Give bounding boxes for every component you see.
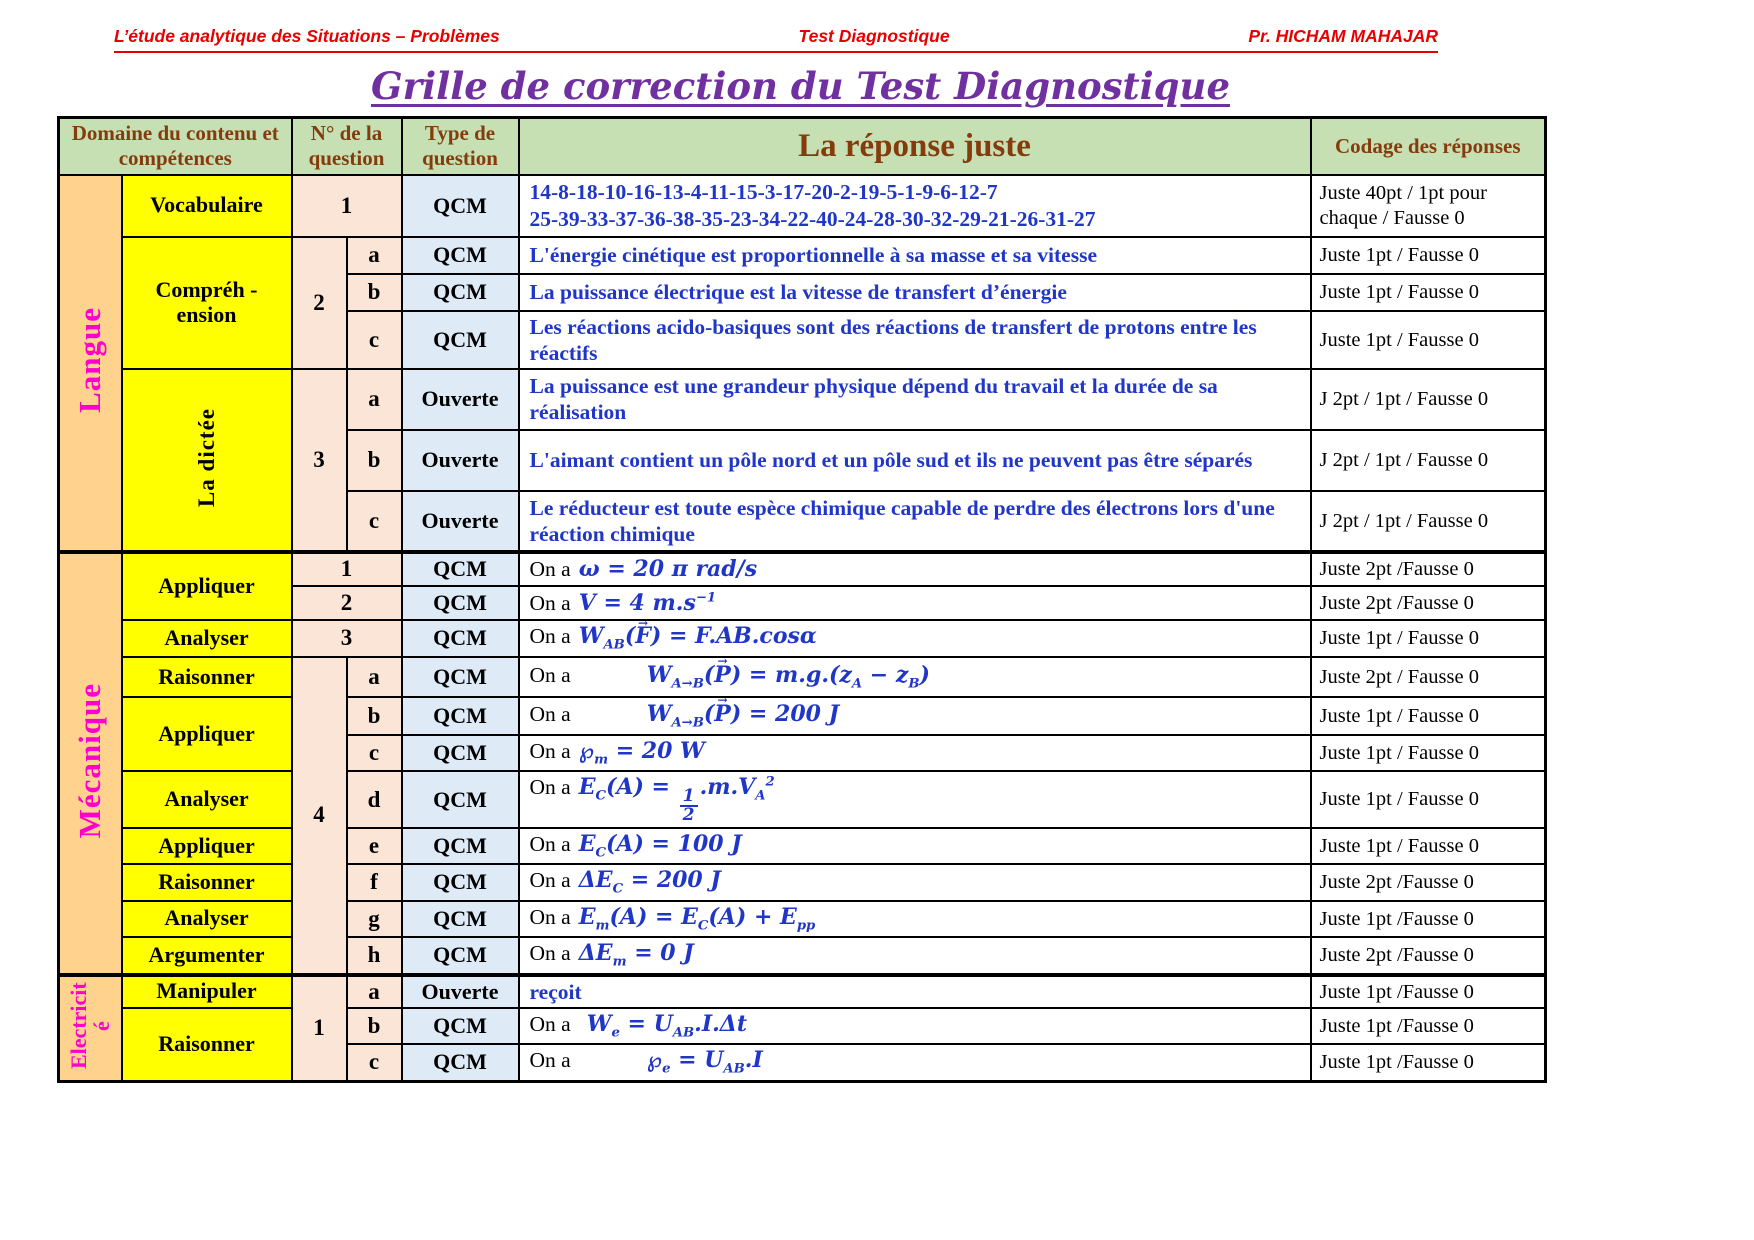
answer-prefix: On a (529, 701, 571, 726)
question-letter: h (347, 937, 402, 974)
coding-cell: Juste 1pt / Fausse 0 (1311, 274, 1546, 311)
question-number: 4 (292, 657, 347, 975)
answer-cell (519, 237, 1311, 274)
doc-header-left: L’étude analytique des Situations – Problèmes (114, 26, 500, 46)
correction-grid-table (57, 116, 1547, 1083)
coding-cell: Juste 1pt /Fausse 0 (1311, 901, 1546, 937)
question-letter: a (347, 657, 402, 697)
coding-cell: Juste 1pt / Fausse 0 (1311, 237, 1546, 274)
answer-formula: $E_m(A) = E_C(A) + E_{pp}$ (578, 903, 816, 933)
answer-prefix: On a (529, 662, 571, 687)
question-number: 3 (292, 369, 347, 552)
answer-formula: $W_{A\to B}(P$ →) = $m.g.(z_A - z_B)$ (647, 662, 930, 688)
answer-prefix: On a (529, 590, 571, 615)
col-header-question: N° de la question (292, 118, 402, 175)
answer-text: La puissance électrique est la vitesse de transfert d’énergie (529, 279, 1067, 304)
answer-formula: $W_{AB}(F$ →) = F.AB.cosα (579, 623, 817, 649)
answer-cell (519, 311, 1311, 369)
competence-label: La dictée (193, 407, 219, 507)
question-type: QCM (402, 620, 519, 657)
competence-label: Appliquer (122, 828, 292, 864)
coding-cell: Juste 40pt / 1pt pour chaque / Fausse 0 (1311, 175, 1546, 237)
doc-header (114, 26, 1438, 53)
question-number: 2 (292, 237, 347, 369)
answer-text: Les réactions acido-basiques sont des réactions de transfert de protons entre les réactifs (529, 314, 1257, 365)
question-letter: d (347, 771, 402, 827)
answer-text: L'aimant contient un pôle nord et un pôle sud et ils ne peuvent pas être séparés (529, 448, 1253, 473)
domain-label: Langue (72, 307, 108, 414)
question-type: Ouverte (402, 369, 519, 430)
answer-cell (519, 1008, 1311, 1044)
question-type: QCM (402, 697, 519, 735)
answer-cell (519, 864, 1311, 900)
answer-text: 14-8-18-10-16-13-4-11-15-3-17-20-2-19-5-1-9-6-12-7 (529, 180, 998, 205)
answer-cell (519, 937, 1311, 974)
coding-cell: Juste 2pt /Fausse 0 (1311, 552, 1546, 586)
coding-cell: Juste 1pt / Fausse 0 (1311, 697, 1546, 735)
question-letter: b (347, 697, 402, 735)
question-letter: e (347, 828, 402, 864)
question-type: QCM (402, 1008, 519, 1044)
coding-cell: Juste 1pt / Fausse 0 (1311, 311, 1546, 369)
answer-prefix: On a (529, 557, 571, 582)
answer-formula: $℘_e = U_{AB}.I$ (646, 1047, 763, 1077)
question-letter: c (347, 1044, 402, 1081)
question-letter: c (347, 735, 402, 771)
answer-formula: $W_e = U_{AB}.I.\Delta t$ (586, 1010, 747, 1041)
question-type: QCM (402, 735, 519, 771)
coding-cell: Juste 1pt / Fausse 0 (1311, 735, 1546, 771)
answer-formula: $\Delta E_C = 200$ J (578, 867, 721, 897)
answer-prefix: On a (529, 775, 571, 800)
question-type: QCM (402, 552, 519, 586)
domain-label: Mécanique (72, 683, 108, 839)
answer-formula: V = 4 $m.s^{-1}$ (578, 589, 717, 616)
answer-formula: $℘_m = 20$ W (578, 737, 705, 768)
answer-cell (519, 430, 1311, 491)
question-type: QCM (402, 901, 519, 937)
answer-prefix: On a (529, 941, 571, 966)
competence-label: Raisonner (122, 864, 292, 900)
question-letter: b (347, 1008, 402, 1044)
answer-cell (519, 697, 1311, 735)
question-letter: b (347, 430, 402, 491)
question-type: QCM (402, 657, 519, 697)
answer-cell (519, 274, 1311, 311)
coding-cell: Juste 1pt / Fausse 0 (1311, 771, 1546, 827)
question-number: 3 (292, 620, 402, 657)
doc-header-center: Test Diagnostique (798, 26, 950, 46)
answer-prefix: On a (529, 1048, 571, 1073)
answer-cell (519, 491, 1311, 552)
col-header-type: Type de question (402, 118, 519, 175)
coding-cell: J 2pt / 1pt / Fausse 0 (1311, 491, 1546, 552)
competence-cell (122, 369, 292, 552)
question-type: QCM (402, 175, 519, 237)
coding-cell: J 2pt / 1pt / Fausse 0 (1311, 430, 1546, 491)
answer-prefix: On a (529, 1011, 571, 1036)
col-header-coding: Codage des réponses (1311, 118, 1546, 175)
doc-header-right: Pr. HICHAM MAHAJAR (1248, 26, 1438, 46)
competence-label: Raisonner (122, 657, 292, 697)
answer-text: L'énergie cinétique est proportionnelle à sa masse et sa vitesse (529, 242, 1097, 267)
domain-cell (59, 975, 122, 1082)
answer-cell (519, 975, 1311, 1008)
competence-label: Manipuler (122, 975, 292, 1008)
answer-cell (519, 901, 1311, 937)
question-type: QCM (402, 311, 519, 369)
answer-cell (519, 620, 1311, 657)
answer-formula: $E_C(A)$ = $\frac{1}{2}$ $.m.V_A^2$ (578, 774, 775, 826)
answer-cell (519, 552, 1311, 586)
page-title: Grille de correction du Test Diagnostique (371, 64, 1230, 108)
coding-cell: Juste 1pt / Fausse 0 (1311, 828, 1546, 864)
question-number: 2 (292, 586, 402, 620)
answer-text: Le réducteur est toute espèce chimique capable de perdre des électrons lors d'une réaction chimique (529, 495, 1275, 546)
coding-cell: Juste 2pt /Fausse 0 (1311, 937, 1546, 974)
question-letter: a (347, 369, 402, 430)
question-type: Ouverte (402, 430, 519, 491)
question-letter: b (347, 274, 402, 311)
competence-label: Argumenter (122, 937, 292, 974)
competence-label: Analyser (122, 771, 292, 827)
col-header-domain: Domaine du contenu et compétences (59, 118, 292, 175)
question-type: QCM (402, 828, 519, 864)
competence-label: Analyser (122, 620, 292, 657)
answer-formula: ω = 20 π rad/s (578, 556, 758, 583)
question-letter: c (347, 311, 402, 369)
domain-label: Electricité (66, 982, 115, 1069)
question-letter: a (347, 237, 402, 274)
answer-text: reçoit (529, 979, 582, 1004)
answer-text: La puissance est une grandeur physique dépend du travail et la durée de sa réalisation (529, 374, 1218, 425)
answer-cell (519, 828, 1311, 864)
question-type: QCM (402, 237, 519, 274)
answer-prefix: On a (529, 904, 571, 929)
answer-formula: $W_{A\to B}(P$ →) = 200 J (647, 701, 839, 727)
answer-text: 25-39-33-37-36-38-35-23-34-22-40-24-28-30-32-29-21-26-31-27 (529, 206, 1096, 231)
coding-cell: Juste 1pt /Fausse 0 (1311, 975, 1546, 1008)
coding-cell: Juste 2pt /Fausse 0 (1311, 586, 1546, 620)
competence-label: Appliquer (122, 552, 292, 620)
answer-formula: $\Delta E_m = 0$ J (578, 940, 694, 970)
question-type: QCM (402, 586, 519, 620)
question-type: QCM (402, 771, 519, 827)
competence-label: Analyser (122, 901, 292, 937)
coding-cell: Juste 2pt /Fausse 0 (1311, 864, 1546, 900)
answer-cell (519, 657, 1311, 697)
coding-cell: Juste 2pt / Fausse 0 (1311, 657, 1546, 697)
answer-prefix: On a (529, 624, 571, 649)
coding-cell: Juste 1pt /Fausse 0 (1311, 1044, 1546, 1081)
coding-cell: Juste 1pt /Fausse 0 (1311, 1008, 1546, 1044)
question-type: QCM (402, 1044, 519, 1081)
answer-prefix: On a (529, 868, 571, 893)
coding-cell: Juste 1pt / Fausse 0 (1311, 620, 1546, 657)
answer-cell (519, 1044, 1311, 1081)
coding-cell: J 2pt / 1pt / Fausse 0 (1311, 369, 1546, 430)
answer-cell (519, 369, 1311, 430)
question-letter: f (347, 864, 402, 900)
competence-label: Vocabulaire (122, 175, 292, 237)
question-type: QCM (402, 937, 519, 974)
question-type: Ouverte (402, 975, 519, 1008)
answer-cell (519, 735, 1311, 771)
question-type: QCM (402, 864, 519, 900)
question-type: Ouverte (402, 491, 519, 552)
question-number: 1 (292, 552, 402, 586)
question-letter: c (347, 491, 402, 552)
answer-cell (519, 771, 1311, 827)
question-letter: a (347, 975, 402, 1008)
answer-prefix: On a (529, 831, 571, 856)
question-number: 1 (292, 975, 347, 1082)
competence-label: Raisonner (122, 1008, 292, 1081)
domain-cell (59, 552, 122, 975)
competence-label: Compréh - ension (122, 237, 292, 369)
answer-cell (519, 175, 1311, 237)
competence-label: Appliquer (122, 697, 292, 771)
col-header-answer: La réponse juste (519, 118, 1311, 175)
answer-formula: $E_C(A) = 100$ J (578, 830, 742, 860)
question-letter: g (347, 901, 402, 937)
answer-prefix: On a (529, 738, 571, 763)
question-type: QCM (402, 274, 519, 311)
question-number: 1 (292, 175, 402, 237)
domain-cell (59, 175, 122, 552)
